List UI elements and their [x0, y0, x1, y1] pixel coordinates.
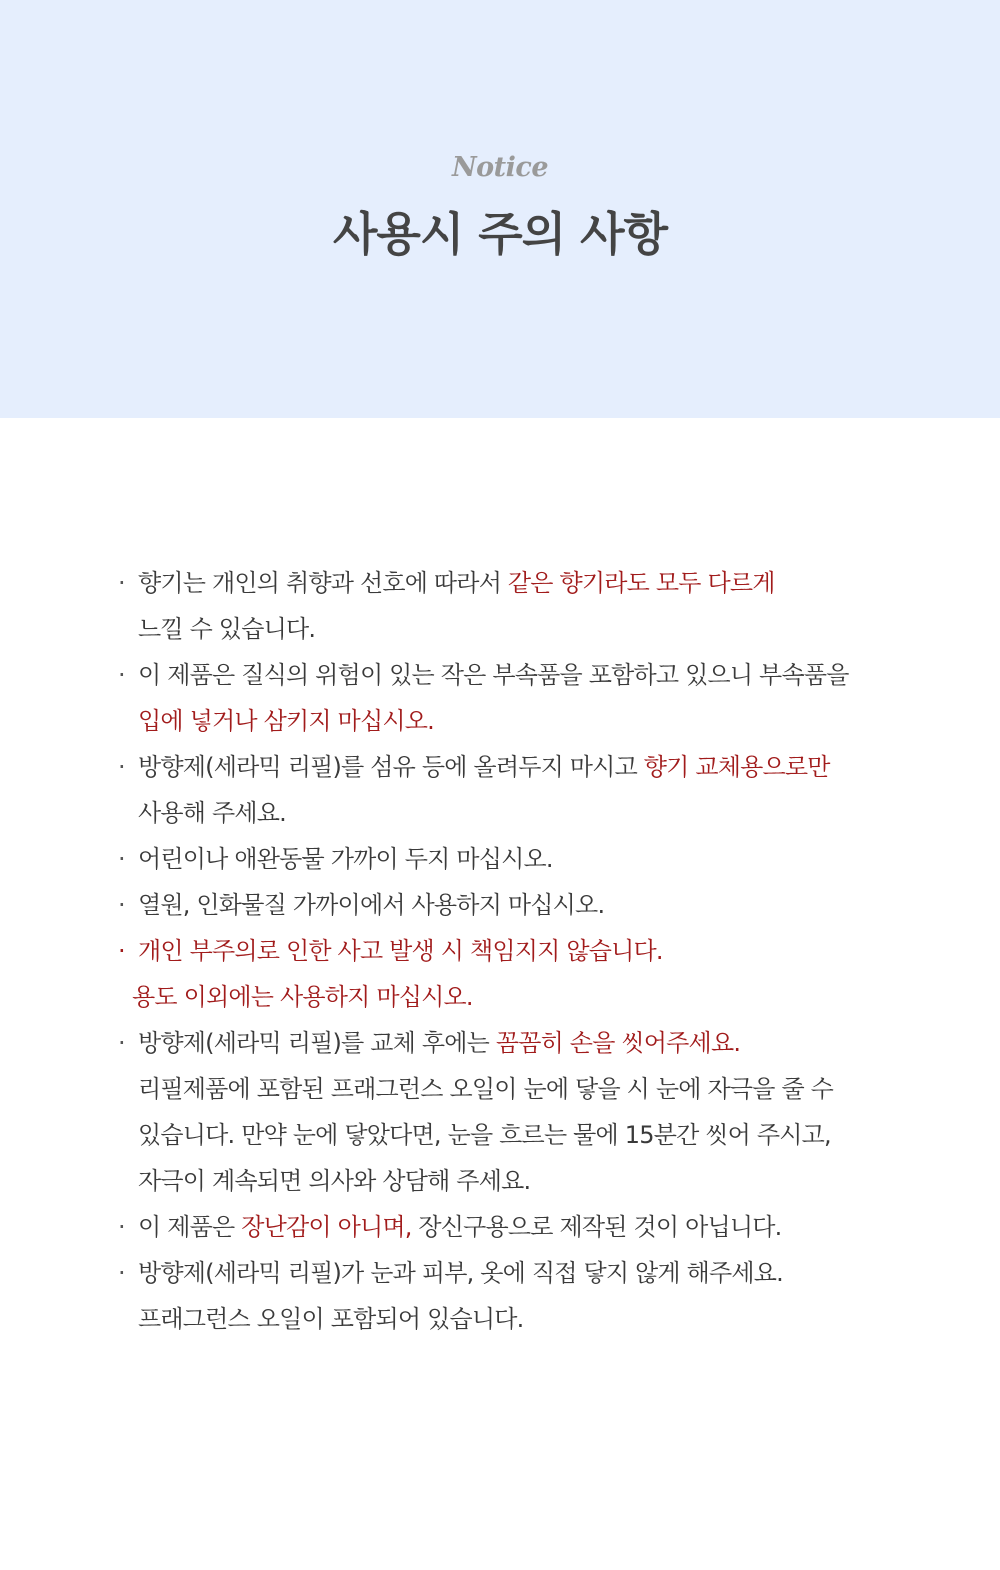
- bullet-icon: ·: [118, 891, 125, 919]
- item-line: [138, 1296, 916, 1342]
- item-text: 방향제(세라믹 리필)를 섬유 등에 올려두지 마시고: [138, 753, 644, 781]
- item-highlight-text: 꼼꼼히 손을 씻어주세요.: [495, 1029, 741, 1057]
- item-line: [138, 606, 916, 652]
- item-text: 향기는 개인의 취향과 선호에 따라서: [138, 569, 508, 597]
- page-title: 사용시 주의 사항: [332, 207, 668, 261]
- item-text: 장신구용으로 제작된 것이 아닙니다.: [411, 1213, 782, 1241]
- bullet-icon: ·: [118, 569, 125, 597]
- item-line: [138, 1020, 916, 1066]
- item-highlight-text: 같은 향기라도 모두 다르게: [507, 569, 775, 597]
- caution-item-wash-hands: [116, 1020, 916, 1204]
- item-line: [138, 698, 916, 744]
- caution-item-children-pets: [116, 836, 916, 882]
- item-highlight-text: 장난감이 아니며,: [241, 1213, 412, 1241]
- item-line: [138, 560, 916, 606]
- item-highlight-text: 입에 넣거나 삼키지 마십시오.: [138, 707, 434, 735]
- bullet-icon: ·: [118, 845, 125, 873]
- caution-item-skin-contact: [116, 1250, 916, 1342]
- caution-item-heat-sources: [116, 882, 916, 928]
- item-text: 열원, 인화물질 가까이에서 사용하지 마십시오.: [138, 891, 605, 919]
- item-line: [138, 744, 916, 790]
- item-text: 자극이 계속되면 의사와 상담해 주세요.: [138, 1167, 531, 1195]
- item-highlight-text: 개인 부주의로 인한 사고 발생 시 책임지지 않습니다.: [138, 937, 663, 965]
- caution-item-fragrance-perception: [116, 560, 916, 652]
- bullet-icon: ·: [118, 937, 125, 965]
- item-text: 프래그런스 오일이 포함되어 있습니다.: [138, 1305, 524, 1333]
- item-text: 방향제(세라믹 리필)가 눈과 피부, 옷에 직접 닿지 않게 해주세요.: [138, 1259, 784, 1287]
- caution-item-not-a-toy: [116, 1204, 916, 1250]
- item-line: [138, 882, 916, 928]
- caution-list: [116, 560, 916, 1342]
- item-text: 사용해 주세요.: [138, 799, 286, 827]
- item-line: [138, 790, 916, 836]
- caution-item-ceramic-refill-use: [116, 744, 916, 836]
- item-text: 있습니다. 만약 눈에 닿았다면, 눈을 흐르는 물에 15분간 씻어 주시고,: [138, 1121, 831, 1149]
- caution-item-choking-hazard: [116, 652, 916, 744]
- bullet-icon: ·: [118, 1213, 125, 1241]
- item-line: [138, 1158, 916, 1204]
- item-line: [132, 974, 916, 1020]
- bullet-icon: ·: [118, 661, 125, 689]
- bullet-icon: ·: [118, 1259, 125, 1287]
- caution-item-liability: [116, 928, 916, 1020]
- item-line: [138, 836, 916, 882]
- item-highlight-text: 용도 이외에는 사용하지 마십시오.: [132, 983, 473, 1011]
- bullet-icon: ·: [118, 1029, 125, 1057]
- header-banner: [0, 0, 1000, 418]
- item-line: [138, 1112, 916, 1158]
- item-text: 어린이나 애완동물 가까이 두지 마십시오.: [138, 845, 553, 873]
- item-text: 이 제품은 질식의 위험이 있는 작은 부속품을 포함하고 있으니 부속품을: [138, 661, 849, 689]
- item-text: 리필제품에 포함된 프래그런스 오일이 눈에 닿을 시 눈에 자극을 줄 수: [138, 1075, 834, 1103]
- item-line: [138, 1250, 916, 1296]
- item-text: 방향제(세라믹 리필)를 교체 후에는: [138, 1029, 496, 1057]
- bullet-icon: ·: [118, 753, 125, 781]
- item-text: 느낄 수 있습니다.: [138, 615, 316, 643]
- item-text: 이 제품은: [138, 1213, 242, 1241]
- item-line: [138, 928, 916, 974]
- notice-label: Notice: [451, 152, 549, 183]
- item-line: [138, 1066, 916, 1112]
- item-highlight-text: 향기 교체용으로만: [643, 753, 830, 781]
- item-line: [138, 652, 916, 698]
- item-line: [138, 1204, 916, 1250]
